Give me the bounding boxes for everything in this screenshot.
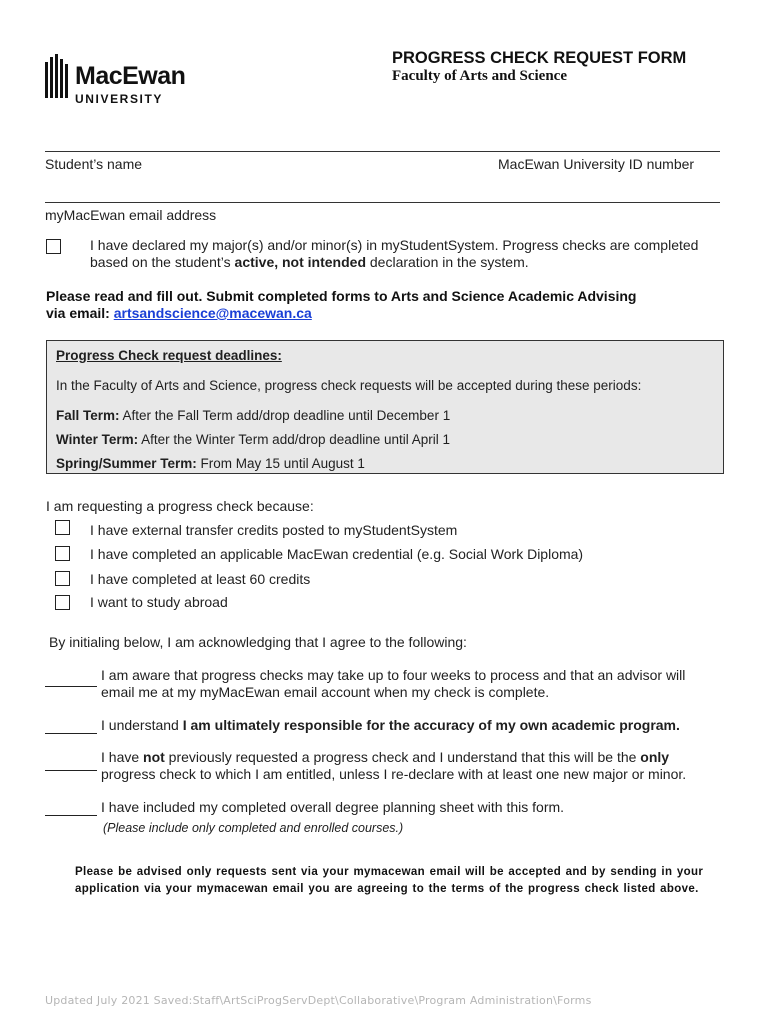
student-name-label: Student’s name [45, 156, 143, 172]
student-id-label: MacEwan University ID number [498, 156, 695, 172]
acknowledgement-intro: By initialing below, I am acknowledging that I agree to the following: [49, 634, 467, 650]
email-line[interactable] [45, 202, 720, 203]
form-title: PROGRESS CHECK REQUEST FORM [392, 49, 687, 67]
reason-checkbox-study-abroad[interactable] [55, 595, 70, 610]
reason-label-60-credits: I have completed at least 60 credits [90, 571, 311, 587]
declaration-text: I have declared my major(s) and/or minor(s) in myStudentSystem. Progress checks are completed based on the student’s active, not intended declaration in the system. [90, 237, 699, 270]
email-label: myMacEwan email address [45, 207, 217, 223]
reasons-prompt: I am requesting a progress check because: [46, 498, 314, 514]
initial-line-processing-time[interactable] [45, 686, 97, 687]
planning-sheet-note: (Please include only completed and enrolled courses.) [103, 821, 404, 835]
macewan-logo [45, 54, 195, 110]
reason-label-credential: I have completed an applicable MacEwan credential (e.g. Social Work Diploma) [90, 546, 584, 562]
footer-path: Updated July 2021 Saved:Staff\ArtSciProgServDept\Collaborative\Program Administration\Forms [45, 994, 592, 1007]
submission-instructions: Please read and fill out. Submit completed forms to Arts and Science Academic Advising via email: artsandscience@macewan.ca [46, 288, 637, 321]
fall-term-deadline: Fall Term: After the Fall Term add/drop deadline until December 1 [56, 408, 451, 423]
logo-university: UNIVERSITY [75, 92, 164, 106]
ack-planning-sheet: I have included my completed overall degree planning sheet with this form. [101, 799, 565, 815]
spring-summer-term-deadline: Spring/Summer Term: From May 15 until August 1 [56, 456, 365, 471]
declaration-checkbox[interactable] [46, 239, 61, 254]
ack-processing-time: I am aware that progress checks may take up to four weeks to process and that an advisor will email me at my myMacEwan email account when my check is complete. [101, 667, 686, 700]
initial-line-only-check[interactable] [45, 770, 97, 771]
form-subtitle: Faculty of Arts and Science [392, 68, 567, 84]
reason-checkbox-transfer-credits[interactable] [55, 520, 70, 535]
winter-term-deadline: Winter Term: After the Winter Term add/drop deadline until April 1 [56, 432, 451, 447]
email-policy-notice: Please be advised only requests sent via your mymacewan email will be accepted and by sending in your application via your mymacewan email you are agreeing to the terms of the progress check listed above. [75, 866, 704, 895]
advising-email-link[interactable]: artsandscience@macewan.ca [113, 305, 312, 321]
logo-mark-icon [45, 54, 71, 100]
reason-checkbox-60-credits[interactable] [55, 571, 70, 586]
reason-checkbox-credential[interactable] [55, 546, 70, 561]
logo-wordmark: MacEwan [75, 62, 186, 90]
deadlines-heading: Progress Check request deadlines: [56, 348, 282, 363]
name-id-line[interactable] [45, 151, 720, 152]
ack-only-check: I have not previously requested a progress check and I understand that this will be the only progress check to which I am entitled, unless I re-declare with at least one new major or minor. [101, 749, 687, 782]
reason-label-study-abroad: I want to study abroad [90, 594, 228, 610]
deadlines-intro: In the Faculty of Arts and Science, progress check requests will be accepted during these periods: [56, 378, 642, 393]
initial-line-planning-sheet[interactable] [45, 815, 97, 816]
deadlines-panel [46, 340, 724, 474]
ack-responsibility: I understand I am ultimately responsible for the accuracy of my own academic program. [101, 717, 680, 733]
initial-line-responsibility[interactable] [45, 733, 97, 734]
reason-label-transfer-credits: I have external transfer credits posted to myStudentSystem [90, 522, 458, 538]
